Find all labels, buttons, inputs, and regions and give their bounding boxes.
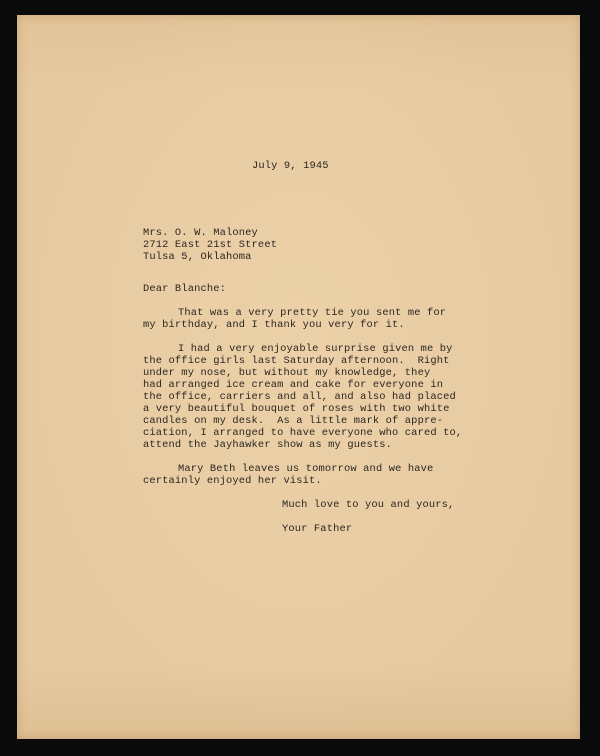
- paragraph-2-line: a very beautiful bouquet of roses with two white: [143, 403, 450, 415]
- letter-page: [17, 15, 580, 739]
- recipient-street: 2712 East 21st Street: [143, 239, 278, 251]
- signature: Your Father: [282, 523, 353, 535]
- complimentary-close: Much love to you and yours,: [282, 499, 455, 511]
- paragraph-2-line: the office, carriers and all, and also had placed: [143, 391, 456, 403]
- paragraph-2-line: candles on my desk. As a little mark of appre-: [143, 415, 444, 427]
- paragraph-2-line: attend the Jayhawker show as my guests.: [143, 439, 393, 451]
- recipient-name: Mrs. O. W. Maloney: [143, 227, 258, 239]
- paragraph-2-line: ciation, I arranged to have everyone who cared to,: [143, 427, 463, 439]
- salutation: Dear Blanche:: [143, 283, 227, 295]
- paragraph-3-line: Mary Beth leaves us tomorrow and we have: [178, 463, 434, 475]
- paragraph-1-line: my birthday, and I thank you very for it.: [143, 319, 405, 331]
- paragraph-2-line: the office girls last Saturday afternoon. Right: [143, 355, 450, 367]
- paragraph-2-line: had arranged ice cream and cake for everyone in: [143, 379, 444, 391]
- recipient-city: Tulsa 5, Oklahoma: [143, 251, 252, 263]
- paragraph-2-line: under my nose, but without my knowledge, they: [143, 367, 431, 379]
- letter-date: July 9, 1945: [252, 160, 329, 172]
- paragraph-2-line: I had a very enjoyable surprise given me by: [178, 343, 453, 355]
- paragraph-1-line: That was a very pretty tie you sent me for: [178, 307, 447, 319]
- paragraph-3-line: certainly enjoyed her visit.: [143, 475, 322, 487]
